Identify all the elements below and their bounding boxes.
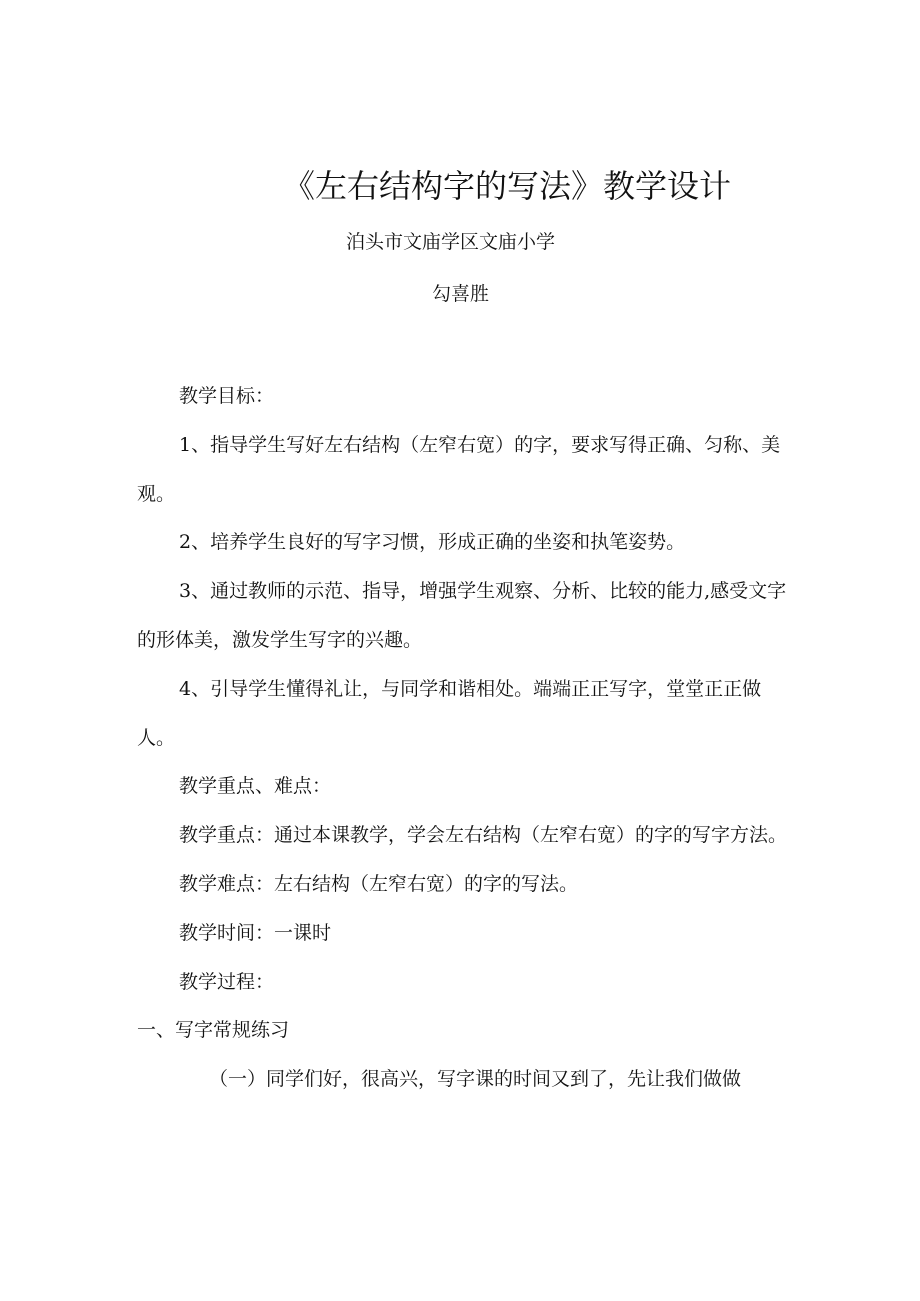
paragraph-key-point: 教学重点：通过本课教学，学会左右结构（左窄右宽）的字的写字方法。: [179, 824, 788, 847]
paragraph-objectives-heading: 教学目标：: [179, 385, 275, 407]
paragraph-key-points-heading: 教学重点、难点：: [179, 775, 332, 798]
document-body: [137, 372, 787, 1104]
author-name: 勾喜胜: [432, 283, 490, 305]
paragraph-objective-1: 1、指导学生写好左右结构（左窄右宽）的字，要求写得正确、匀称、美观。: [137, 433, 781, 505]
paragraph-objective-3: 3、通过教师的示范、指导，增强学生观察、分析、比较的能力,感受文字的形体美，激发学生写字的兴趣。: [137, 580, 787, 651]
paragraph-section-1-item-1: （一）同学们好，很高兴，写字课的时间又到了，先让我们做做: [209, 1068, 742, 1091]
paragraph-section-1-heading: 一、写字常规练习: [137, 1019, 290, 1042]
paragraph-objective-4: 4、引导学生懂得礼让，与同学和谐相处。端端正正写字，堂堂正正做人。: [137, 677, 762, 749]
paragraph-teaching-time: 教学时间：一课时: [179, 921, 332, 944]
paragraph-difficulty: 教学难点：左右结构（左窄右宽）的字的写法。: [179, 872, 579, 895]
paragraph-objective-2: 2、培养学生良好的写字习惯，形成正确的坐姿和执笔姿势。: [179, 531, 686, 554]
document-title: 《左右结构字的写法》教学设计: [282, 167, 731, 205]
school-name: 泊头市文庙学区文庙小学: [346, 231, 556, 253]
paragraph-process-heading: 教学过程：: [179, 970, 275, 993]
